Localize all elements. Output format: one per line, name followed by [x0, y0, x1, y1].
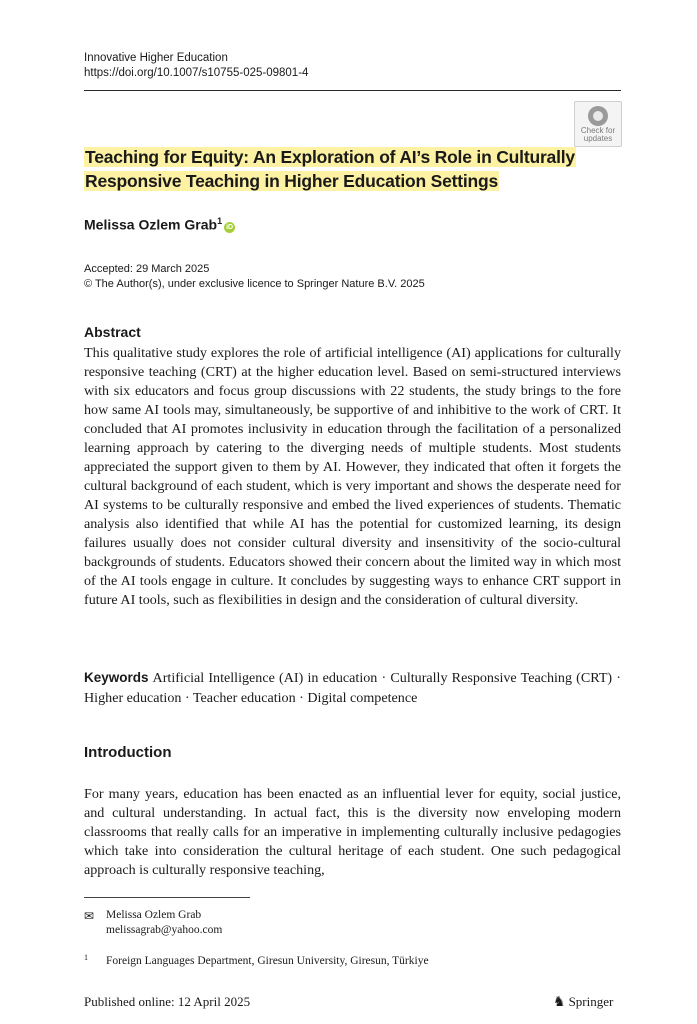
author-name[interactable]: Melissa Ozlem Grab	[84, 216, 218, 233]
mail-icon: ✉	[84, 909, 95, 923]
affiliation-number: 1	[84, 953, 88, 962]
orcid-icon[interactable]: iD	[226, 223, 234, 231]
badge-line-2: updates	[583, 134, 613, 143]
publisher-name: Springer	[568, 994, 614, 1009]
springer-horse-icon: ♞	[553, 995, 566, 1010]
abstract-text: This qualitative study explores the role of artificial intelligence (AI) applications for culturally responsive teaching (CRT) at the higher education level. Based on semi-structured interviews with six educators and focus group discussions with 22 students, the study brings to the fore how same AI tools may, simultaneously, be supportive of and inhibitive to the work of CRT. It concluded that AI promotes inclusivity in education through the facilitation of a personalized learning approach by catering to the diverging needs of multiple students. Most students appreciated the support given to them by AI. However, they indicated that often it forgets the cultural background of each student, which is very important and shows the desperate need for AI systems to be culturally responsive and embed the lived experiences of students. Thematic analysis also identified that while AI has the potential for customized learning, its design failures usually does not consider cultural diversity and insensitivity of the socio-cultural backgrounds of students. Educators showed their concern about the limited way in which most of the AI tools engage in culture. It concludes by suggesting ways to enhance CRT support in future AI tools, such as flexibilities in design and the consideration of cultural diversity.	[84, 345, 621, 608]
doi-link[interactable]: https://doi.org/10.1007/s10755-025-09801-4	[84, 67, 309, 79]
check-for-updates-badge[interactable]	[574, 101, 622, 147]
keywords-text: Artificial Intelligence (AI) in education · Culturally Responsive Teaching (CRT) · Higher education · Teacher education · Digital competence	[84, 670, 621, 706]
header-rule	[84, 90, 621, 91]
corresponding-author	[106, 908, 222, 938]
article-title	[84, 145, 604, 193]
corresponding-name: Melissa Ozlem Grab	[106, 909, 202, 921]
badge-line-1: Check for	[580, 126, 616, 135]
introduction-text: For many years, education has been enacted as an influential lever for equity, social justice, and cultural understanding. In actual fact, this is the diversity now enveloping modern classrooms that really calls for an imperative in implementing culturally inclusive pedagogies which take into consideration the cultural heritage of each student. One such pedagogical approach is culturally responsive teaching,	[84, 786, 621, 878]
accepted-date: Accepted: 29 March 2025	[84, 263, 210, 275]
keywords-block	[84, 668, 621, 708]
abstract-heading: Abstract	[84, 324, 141, 340]
title-text: Teaching for Equity: An Exploration of AI’s Role in Culturally Responsive Teaching in Higher Education Settings	[85, 147, 575, 191]
journal-name: Innovative Higher Education	[84, 52, 228, 64]
affiliation-text: Foreign Languages Department, Giresun University, Giresun, Türkiye	[106, 955, 429, 967]
article-dates	[84, 262, 425, 291]
corresponding-email[interactable]: melissagrab@yahoo.com	[106, 924, 223, 936]
keywords-heading: Keywords	[84, 670, 149, 685]
introduction-heading: Introduction	[84, 744, 172, 761]
footnote-rule	[84, 897, 250, 898]
affiliation-mark: 1	[217, 216, 223, 226]
author-line	[84, 216, 235, 233]
journal-header	[84, 51, 308, 81]
check-updates-icon	[588, 106, 608, 126]
springer-logo	[553, 994, 613, 1011]
published-date: Published online: 12 April 2025	[84, 994, 251, 1009]
copyright-line: © The Author(s), under exclusive licence to Springer Nature B.V. 2025	[84, 277, 425, 290]
